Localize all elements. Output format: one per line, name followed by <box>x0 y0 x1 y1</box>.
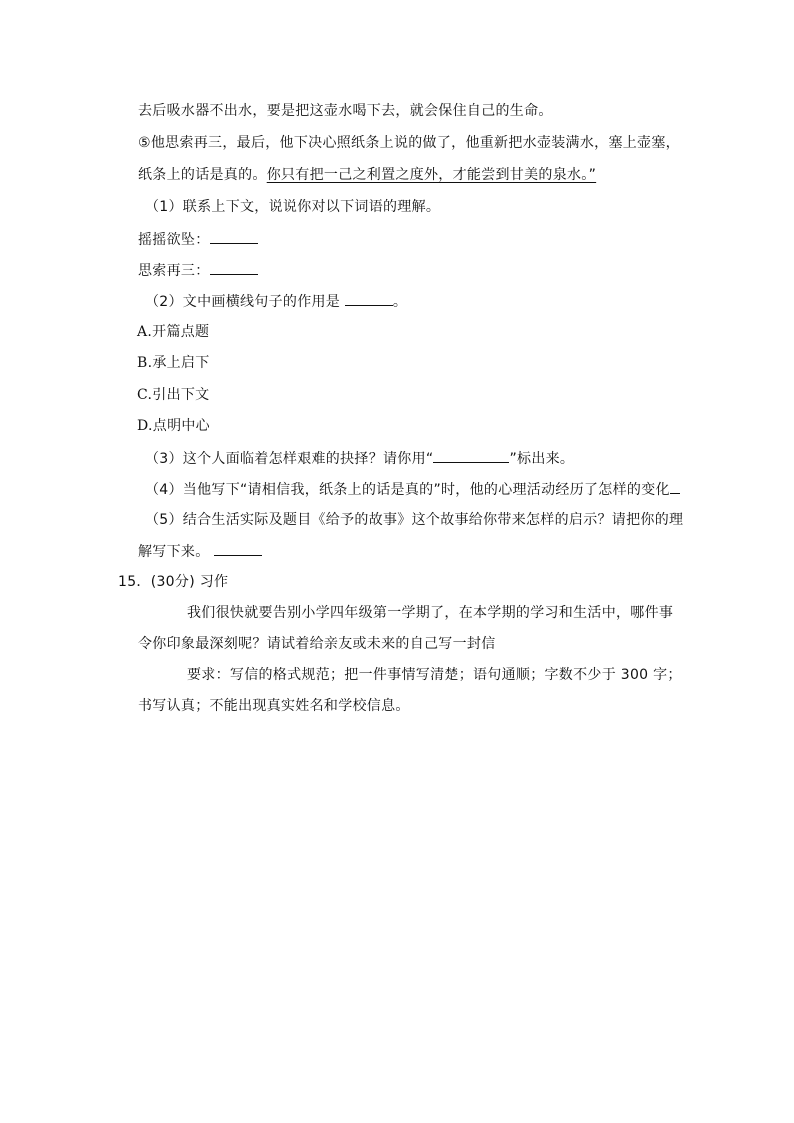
question-5-line-2 <box>138 541 262 562</box>
question-2-stem-text: （2）文中画横线句子的作用是 <box>145 294 341 310</box>
question-2-stem-end: 。 <box>392 294 408 310</box>
answer-blank[interactable] <box>345 291 393 306</box>
passage-line-3 <box>138 165 596 185</box>
option-a[interactable]: A.开篇点题 <box>137 324 210 340</box>
passage-line-3-text: 纸条上的话是真的。 <box>138 167 267 183</box>
question-15-header: 15．(30分) 习作 <box>118 574 229 590</box>
option-d[interactable]: D.点明中心 <box>137 418 210 434</box>
question-2-stem <box>145 291 407 312</box>
question-1-item-1-label: 摇摇欲坠： <box>138 232 210 248</box>
question-5-line-2-text: 解写下来。 <box>138 544 210 560</box>
question-15-para-2-line-1: 要求：写信的格式规范；把一件事情写清楚；语句通顺；字数不少于 300 字； <box>187 667 682 683</box>
option-c[interactable]: C.引出下文 <box>137 387 210 403</box>
question-1-item-1 <box>138 229 258 250</box>
question-4 <box>145 479 680 500</box>
question-1-item-2 <box>138 260 258 281</box>
answer-blank[interactable] <box>670 479 680 494</box>
underlined-sentence: 你只有把一己之利置之度外，才能尝到甘美的泉水。” <box>266 167 597 183</box>
answer-blank[interactable] <box>214 541 262 556</box>
question-3 <box>145 448 574 469</box>
passage-line-1: 去后吸水器不出水，要是把这壶水喝下去，就会保住自己的生命。 <box>138 103 553 119</box>
question-1-item-2-label: 思索再三： <box>138 263 210 279</box>
answer-blank[interactable] <box>210 229 258 244</box>
question-5-line-1: （5）结合生活实际及题目《给予的故事》这个故事给你带来怎样的启示？请把你的理 <box>145 512 684 528</box>
question-15-para-2-line-2: 书写认真；不能出现真实姓名和学校信息。 <box>138 698 410 714</box>
answer-blank[interactable] <box>433 448 509 463</box>
passage-line-2: ⑤他思索再三，最后，他下决心照纸条上说的做了，他重新把水壶装满水，塞上壶塞， <box>138 135 680 151</box>
answer-blank[interactable] <box>210 260 258 275</box>
question-3-text-b: ”标出来。 <box>509 451 575 467</box>
question-15-para-1-line-2: 令你印象最深刻呢？请试着给亲友或未来的自己写一封信 <box>138 636 496 652</box>
option-b[interactable]: B.承上启下 <box>137 355 210 371</box>
question-15-para-1-line-1: 我们很快就要告别小学四年级第一学期了，在本学期的学习和生活中，哪件事 <box>187 605 674 621</box>
question-4-text: （4）当他写下“请相信我，纸条上的话是真的”时，他的心理活动经历了怎样的变化 <box>145 482 670 498</box>
question-3-text-a: （3）这个人面临着怎样艰难的抉择？请你用“ <box>145 451 434 467</box>
question-1-stem: （1）联系上下文，说说你对以下词语的理解。 <box>145 199 441 215</box>
